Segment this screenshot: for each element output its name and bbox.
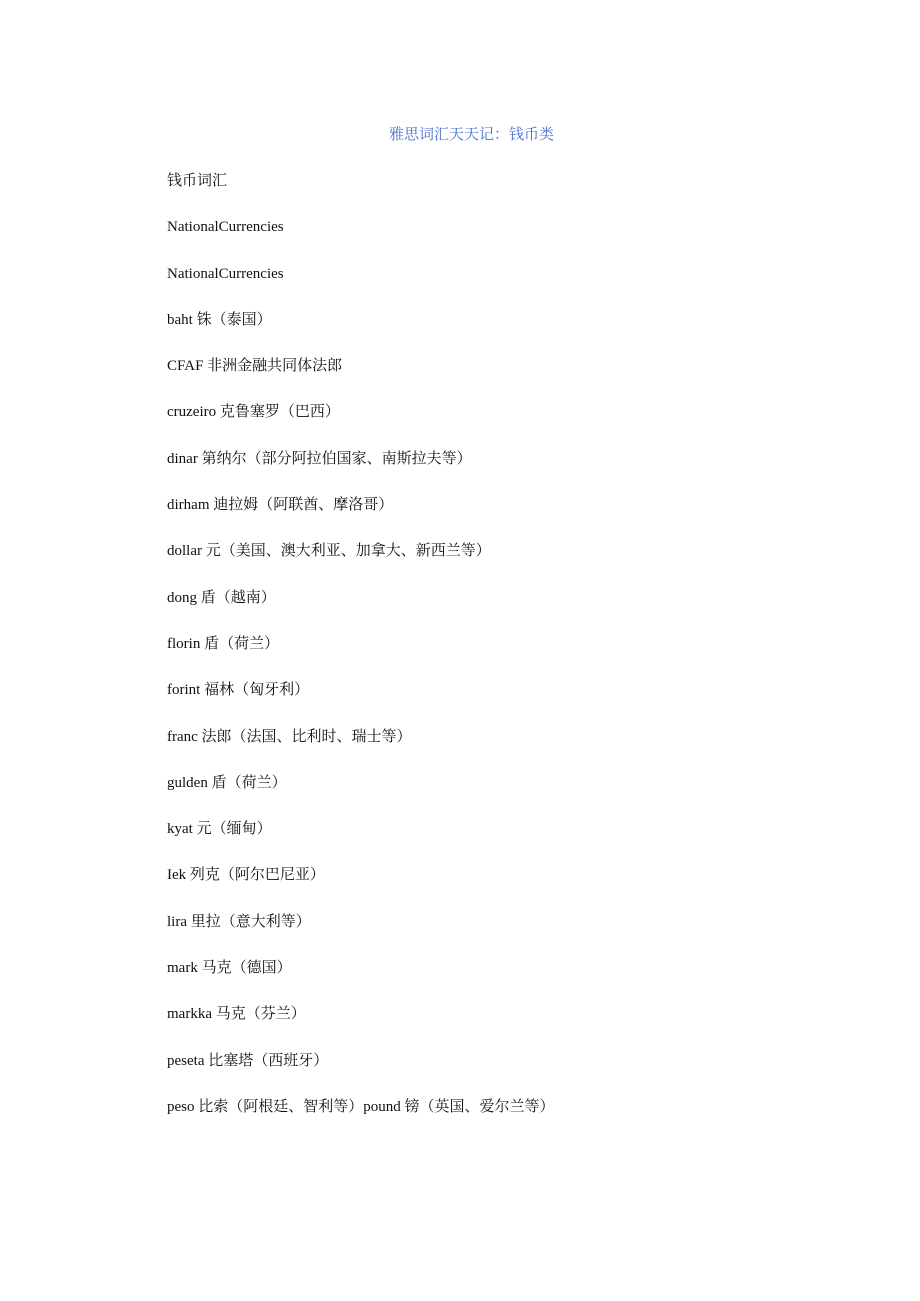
list-item: dirham 迪拉姆（阿联酋、摩洛哥） [167, 497, 394, 514]
list-item: forint 福林（匈牙利） [167, 682, 310, 699]
list-heading: 钱币词汇 [167, 173, 228, 189]
list-item: lira 里拉（意大利等） [167, 913, 311, 930]
list-item: NationalCurrencies [167, 265, 284, 282]
list-item: baht 铢（泰国） [167, 311, 272, 328]
list-item: dong 盾（越南） [167, 589, 276, 606]
list-item: markka 马克（芬兰） [167, 1006, 306, 1023]
list-item: NationalCurrencies [167, 219, 284, 236]
list-item: Iek 列克（阿尔巴尼亚） [167, 867, 325, 884]
list-item: kyat 元（缅甸） [167, 821, 272, 838]
list-item: franc 法郎（法国、比利时、瑞士等） [167, 728, 412, 745]
list-item: peso 比索（阿根廷、智利等）pound 镑（英国、爱尔兰等） [167, 1098, 555, 1115]
list-item: dinar 第纳尔（部分阿拉伯国家、南斯拉夫等） [167, 450, 472, 467]
list-item: gulden 盾（荷兰） [167, 774, 287, 791]
list-item: CFAF 非洲金融共同体法郎 [167, 358, 343, 375]
vocabulary-list [167, 171, 555, 1143]
list-item: cruzeiro 克鲁塞罗（巴西） [167, 404, 340, 421]
list-item: dollar 元（美国、澳大利亚、加拿大、新西兰等） [167, 543, 491, 560]
list-item: peseta 比塞塔（西班牙） [167, 1052, 329, 1069]
document-title: 雅思词汇天天记：钱币类 [388, 127, 554, 143]
list-item: mark 马克（德国） [167, 960, 292, 977]
list-item: florin 盾（荷兰） [167, 635, 280, 652]
